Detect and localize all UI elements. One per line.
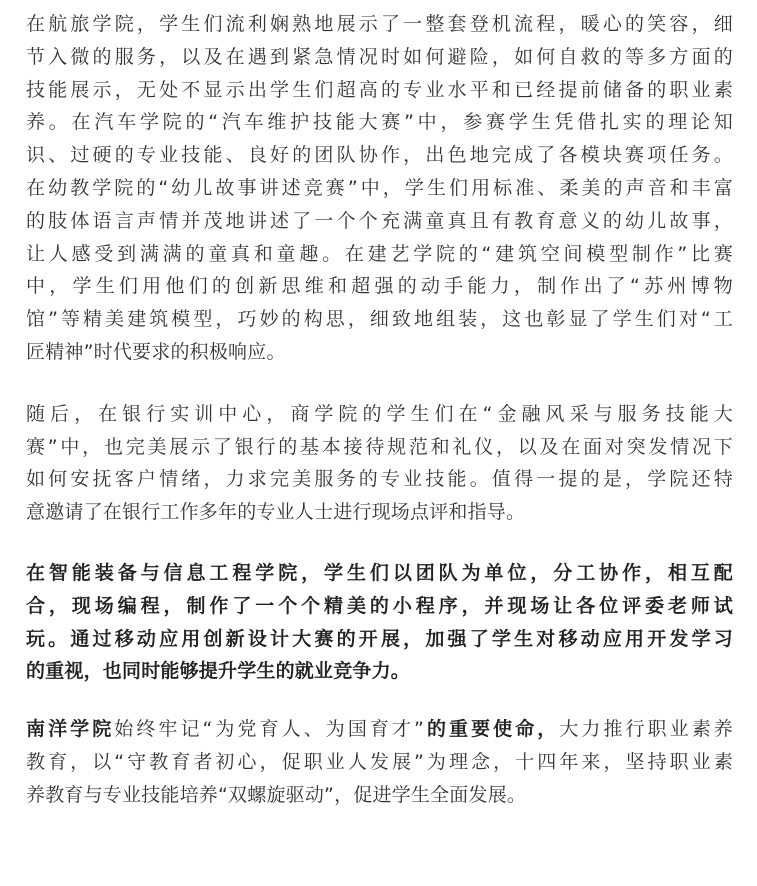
text-line: 的重视，也同时能够提升学生的就业竞争力。	[26, 660, 411, 683]
text-line: 馆”等精美建筑模型，巧妙的构思，细致地组装，这也彰显了学生们对“工	[26, 308, 733, 331]
text-line: 养教育与专业技能培养“双螺旋驱动”，促进学生全面发展。	[26, 783, 527, 806]
text-line: 如何安抚客户情绪，力求完美服务的专业技能。值得一提的是，学院还特	[26, 468, 733, 491]
text-line: 识、过硬的专业技能、良好的团队协作，出色地完成了各模块赛项任务。	[26, 144, 733, 167]
text-segment: 始终牢记“为党育人、为国育才”	[114, 718, 425, 741]
text-line-mixed	[26, 713, 733, 746]
text-line: 技能展示，无处不显示出学生们超高的专业水平和已经提前储备的职业素	[26, 78, 733, 101]
paragraph-nanyang-mission	[26, 713, 733, 811]
text-line: 合，现场编程，制作了一个个精美的小程序，并现场让各位评委老师试	[26, 594, 733, 617]
text-segment: 大力推行职业素养	[559, 718, 734, 741]
paragraph-bank-training	[26, 398, 733, 529]
text-line: 让人感受到满满的童真和童趣。在建艺学院的“建筑空间模型制作”比赛	[26, 242, 733, 265]
text-line: 匠精神”时代要求的积极响应。	[26, 340, 286, 363]
text-line: 的肢体语言声情并茂地讲述了一个个充满童真且有教育意义的幼儿故事，	[26, 209, 733, 232]
paragraph-app-design-contest	[26, 557, 733, 688]
text-line: 养。在汽车学院的“汽车维护技能大赛”中，参赛学生凭借扎实的理论知	[26, 111, 733, 134]
text-line: 在航旅学院，学生们流利娴熟地展示了一整套登机流程，暖心的笑容，细	[26, 13, 733, 35]
text-line: 玩。通过移动应用创新设计大赛的开展，加强了学生对移动应用开发学习	[26, 627, 733, 650]
text-line: 赛”中，也完美展示了银行的基本接待规范和礼仪，以及在面对突发情况下	[26, 435, 733, 458]
text-line: 节入微的服务，以及在遇到紧急情况时如何避险，如何自救的等多方面的	[26, 45, 733, 68]
text-line: 教育，以“守教育者初心，促职业人发展”为理念，十四年来，坚持职业素	[26, 750, 733, 773]
text-line: 在幼教学院的“幼儿故事讲述竞赛”中，学生们用标准、柔美的声音和丰富	[26, 176, 733, 199]
college-name: 南洋学院	[26, 718, 115, 741]
paragraph-skills-showcase	[26, 8, 733, 369]
text-line: 中，学生们用他们的创新思维和超强的动手能力，制作出了“苏州博物	[26, 275, 733, 298]
text-line: 意邀请了在银行工作多年的专业人士进行现场点评和指导。	[26, 501, 526, 524]
text-segment-bold: 的重要使命，	[424, 718, 560, 741]
text-line: 在智能装备与信息工程学院，学生们以团队为单位，分工协作，相互配	[26, 561, 733, 584]
text-line: 随后，在银行实训中心，商学院的学生们在“金融风采与服务技能大	[26, 402, 733, 425]
